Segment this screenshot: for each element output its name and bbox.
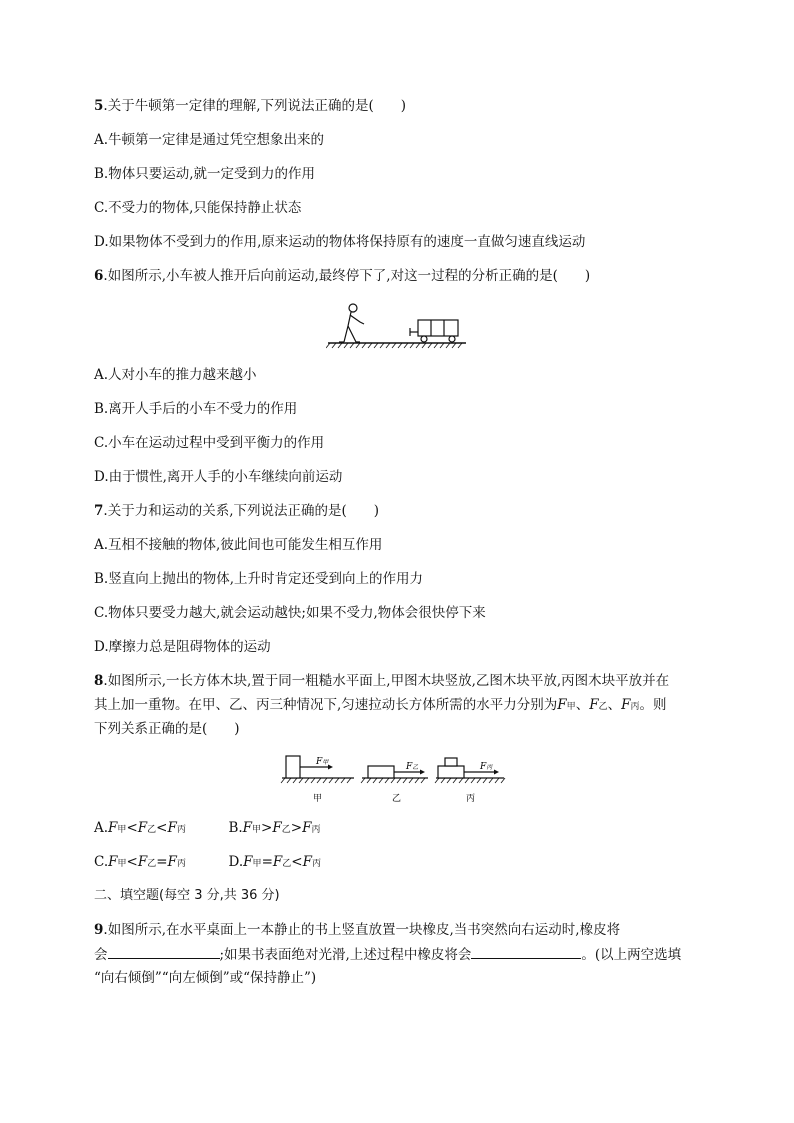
q8-option-c: C.F甲<F乙=F丙 [94,854,186,870]
svg-text:F乙: F乙 [406,762,419,772]
q9-line2: 会 ;如果书表面绝对光滑,上述过程中橡皮将会 。(以上两空选填 [94,947,682,963]
q5-stem: 5.关于牛顿第一定律的理解,下列说法正确的是( ) [94,98,407,114]
q5-option-b: B.物体只要运动,就一定受到力的作用 [94,166,316,182]
svg-text:F甲: F甲 [316,757,329,767]
svg-text:F丙: F丙 [480,762,493,772]
q7-option-d: D.摩擦力总是阻碍物体的运动 [94,639,271,655]
q5-option-d: D.如果物体不受到力的作用,原来运动的物体将保持原有的速度一直做匀速直线运动 [94,234,586,250]
q8-option-b: B.F甲>F乙>F丙 [228,820,321,836]
q7-option-b: B.竖直向上抛出的物体,上升时肯定还受到向上的作用力 [94,571,424,587]
q9-line3: “向右倾倒”“向左倾倒”或“保持静止”) [94,970,317,986]
q7-option-a: A.互相不接触的物体,彼此间也可能发生相互作用 [94,537,383,553]
q5-option-c: C.不受力的物体,只能保持静止状态 [94,200,302,216]
q8-fig-label-yi: 乙 [392,794,402,804]
q9-blank-2[interactable] [471,945,581,959]
q8-stem-line2: 其上加一重物。在甲、乙、丙三种情况下,匀速拉动长方体所需的水平力分别为F甲、F乙、F丙。则 [94,697,667,713]
q7-stem: 7.关于力和运动的关系,下列说法正确的是( ) [94,503,380,519]
q8-options-row1 [94,819,320,839]
q6-figure-person-pushing-cart [326,302,468,350]
q8-option-a: A.F甲<F乙<F丙 [94,820,186,836]
q8-options-row2 [94,853,321,873]
q7-option-c: C.物体只要受力越大,就会运动越快;如果不受力,物体会很快停下来 [94,605,486,621]
section-fill-in-heading: 二、填空题(每空 3 分,共 36 分) [94,888,280,903]
q6-option-d: D.由于惯性,离开人手的小车继续向前运动 [94,469,343,485]
q8-stem-line3: 下列关系正确的是( ) [94,721,240,737]
q8-fig-label-bing: 丙 [466,794,476,804]
q8-figure-blocks [280,748,506,806]
q6-stem: 6.如图所示,小车被人推开后向前运动,最终停下了,对这一过程的分析正确的是( ) [94,268,591,284]
q8-stem-line1: 8.如图所示,一长方体木块,置于同一粗糙水平面上,甲图木块竖放,乙图木块平放,丙图木块平放并在 [94,673,670,689]
q8-option-d: D.F甲=F乙<F丙 [228,854,321,870]
q6-option-b: B.离开人手后的小车不受力的作用 [94,401,298,417]
q6-option-c: C.小车在运动过程中受到平衡力的作用 [94,435,325,451]
q9-blank-1[interactable] [108,945,220,959]
q6-option-a: A.人对小车的推力越来越小 [94,367,257,383]
q8-fig-label-jia: 甲 [313,794,323,804]
q5-option-a: A.牛顿第一定律是通过凭空想象出来的 [94,132,325,148]
q9-line1: 9.如图所示,在水平桌面上一本静止的书上竖直放置一块橡皮,当书突然向右运动时,橡皮将 [94,922,621,938]
